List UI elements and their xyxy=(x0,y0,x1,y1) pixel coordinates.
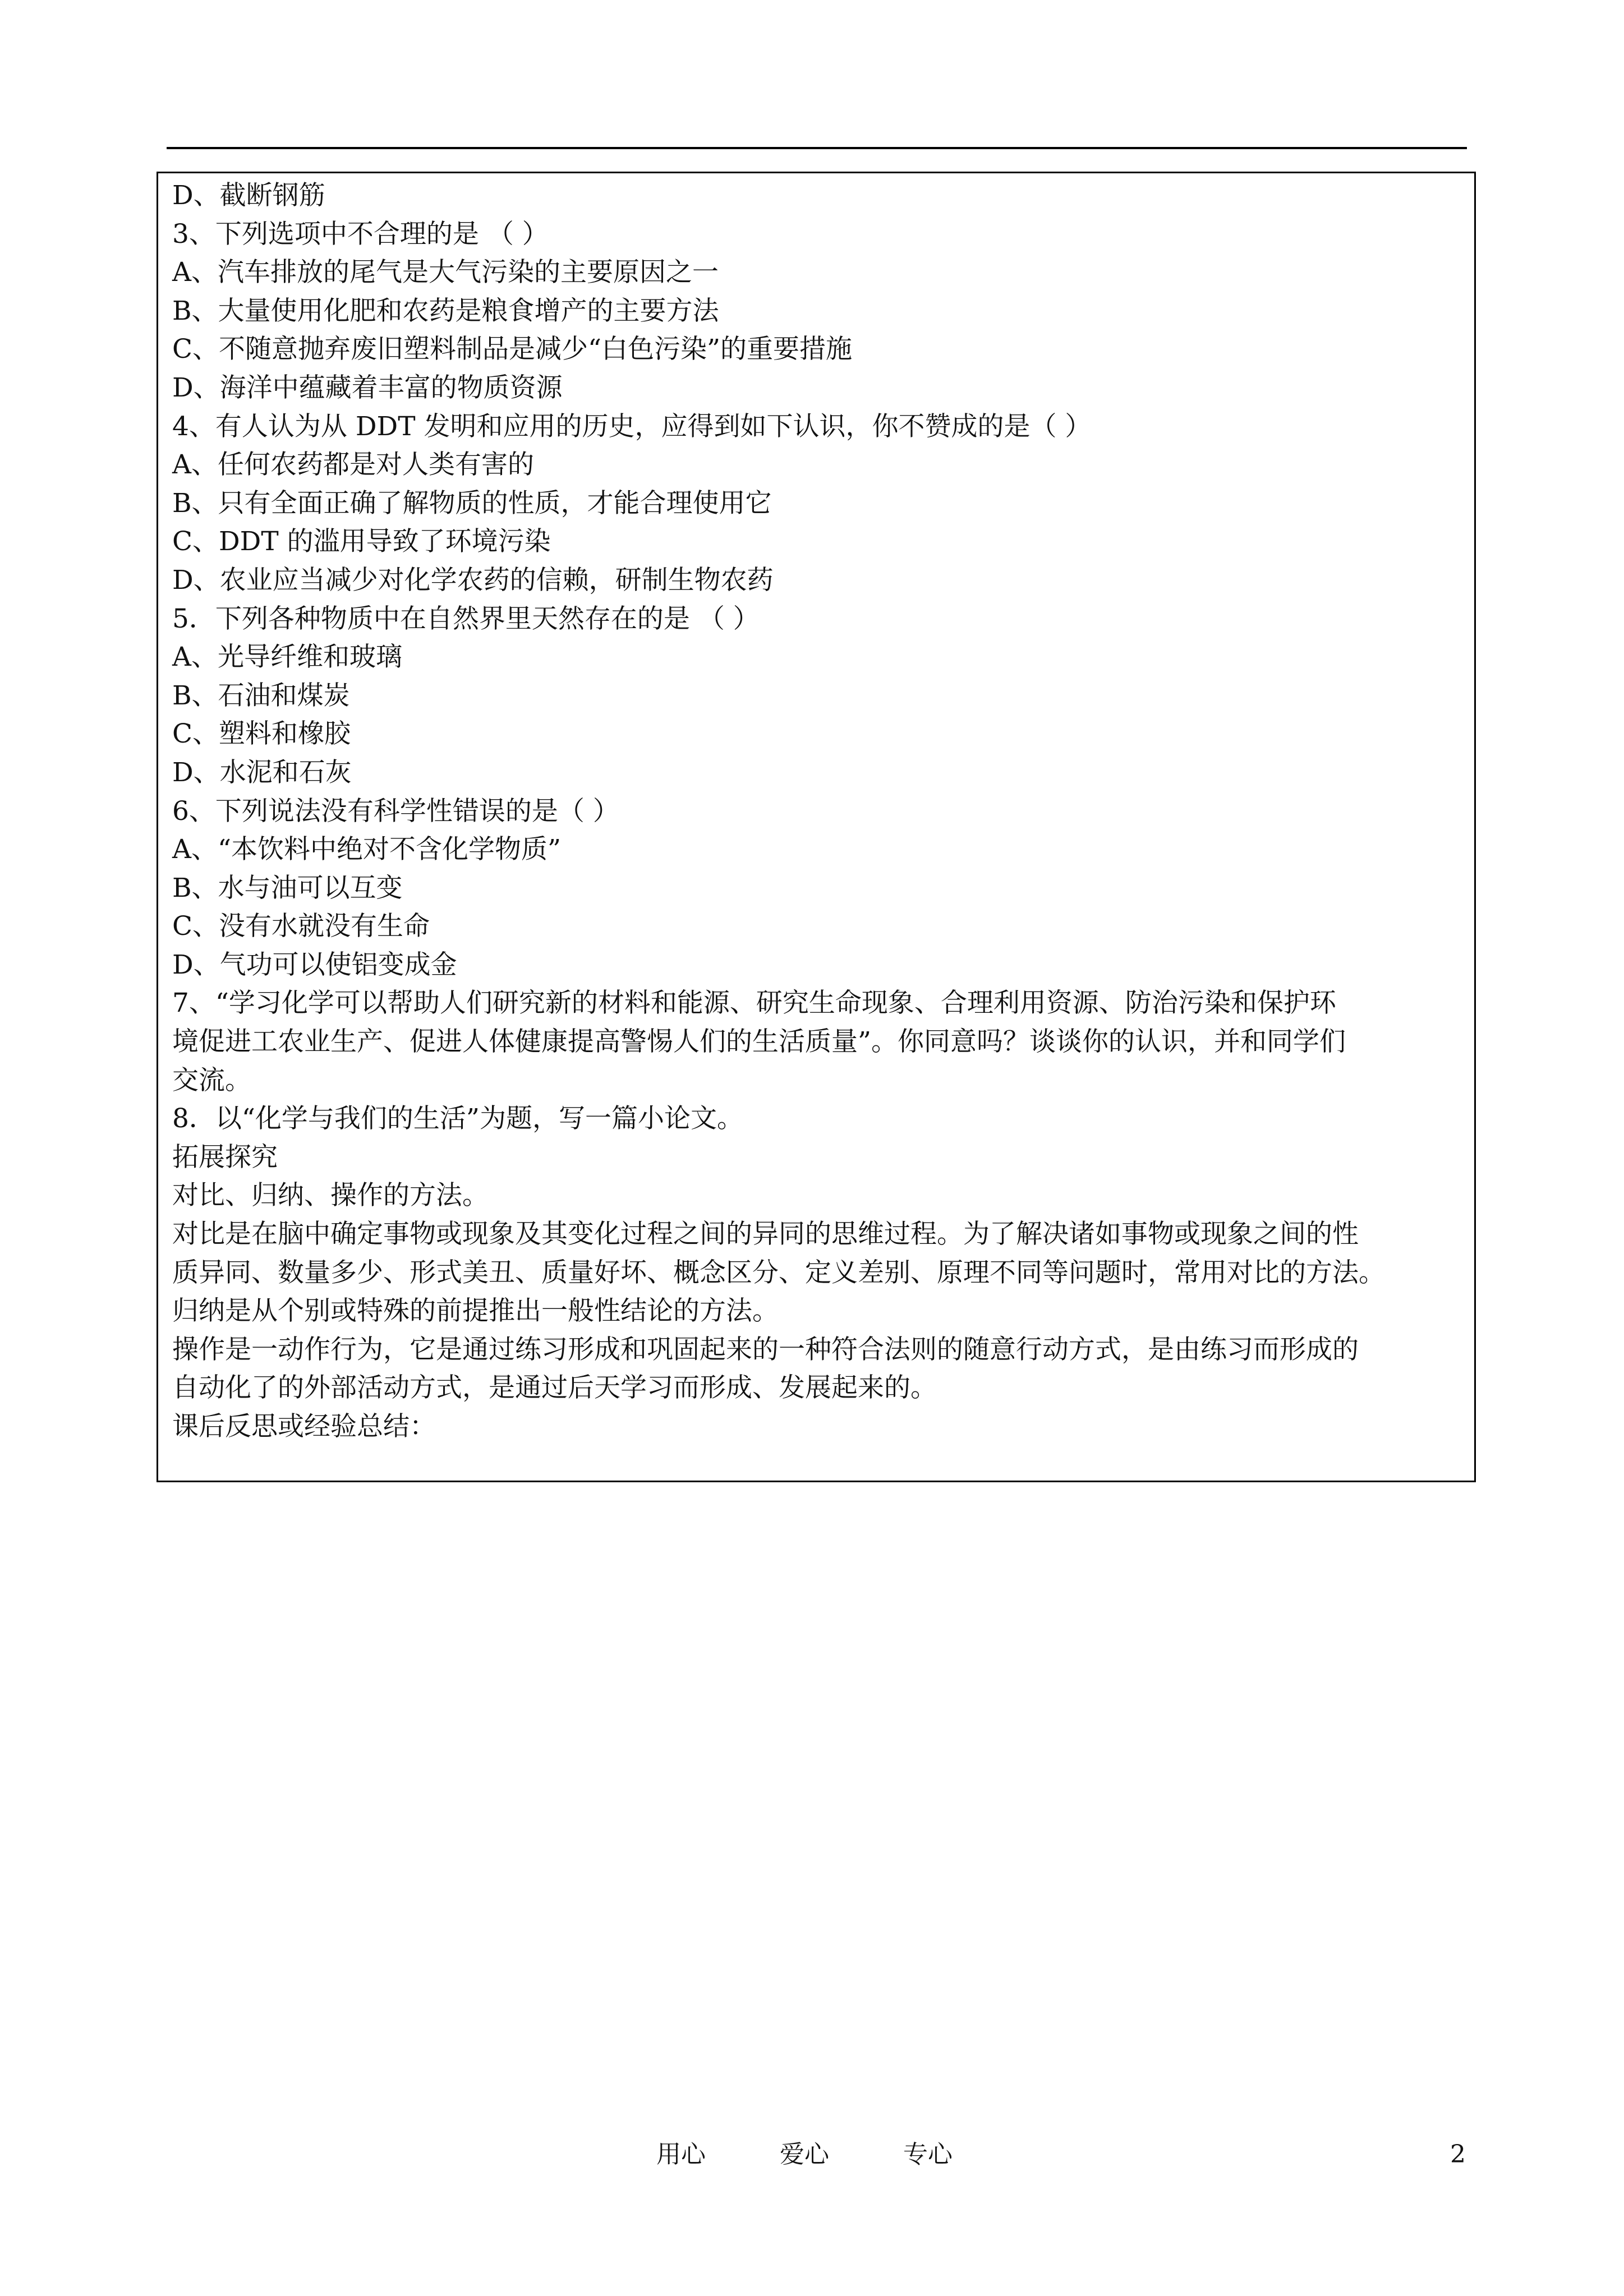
paragraph-line: 质异同、数量多少、形式美丑、质量好坏、概念区分、定义差别、原理不同等问题时，常用对比的方法。 xyxy=(172,1257,1385,1288)
question-3-option-b: B、大量使用化肥和农药是粮食增产的主要方法 xyxy=(172,295,719,326)
header-rule xyxy=(167,147,1467,149)
footer-motto-item: 用心 xyxy=(656,2140,706,2169)
paragraph-line: 操作是一动作行为，它是通过练习形成和巩固起来的一种符合法则的随意行动方式，是由练习而形成的 xyxy=(172,1334,1359,1365)
question-8: 8．以“化学与我们的生活”为题，写一篇小论文。 xyxy=(172,1103,743,1135)
paragraph-line: 对比、归纳、操作的方法。 xyxy=(172,1180,489,1211)
question-6-option-b: B、水与油可以互变 xyxy=(172,872,403,903)
question-7-line: 交流。 xyxy=(172,1064,251,1096)
question-6-option-a: A、“本饮料中绝对不含化学物质” xyxy=(172,834,561,865)
content-box xyxy=(157,172,1476,1482)
paragraph-line: 对比是在脑中确定事物或现象及其变化过程之间的异同的思维过程。为了解决诸如事物或现象之间的性 xyxy=(172,1219,1359,1250)
question-3-option-a: A、汽车排放的尾气是大气污染的主要原因之一 xyxy=(172,257,719,288)
question-4-option-b: B、只有全面正确了解物质的性质，才能合理使用它 xyxy=(172,487,772,519)
question-3-option-c: C、不随意抛弃废旧塑料制品是减少“白色污染”的重要措施 xyxy=(172,334,853,365)
question-6-option-c: C、没有水就没有生命 xyxy=(172,911,430,942)
footer-motto xyxy=(656,2135,953,2174)
question-5-option-c: C、塑料和橡胶 xyxy=(172,718,351,750)
text-line: D、截断钢筋 xyxy=(172,180,325,211)
question-4: 4、有人认为从 DDT 发明和应用的历史，应得到如下认识，你不赞成的是（ ） xyxy=(172,411,1092,442)
question-6-option-d: D、气功可以使铝变成金 xyxy=(172,949,457,980)
question-6: 6、下列说法没有科学性错误的是（ ） xyxy=(172,795,619,827)
footer-motto-item: 爱心 xyxy=(780,2140,829,2169)
question-4-option-d: D、农业应当减少对化学农药的信赖，研制生物农药 xyxy=(172,564,774,596)
section-heading: 拓展探究 xyxy=(172,1141,278,1173)
footer-motto-item: 专心 xyxy=(903,2140,953,2169)
question-5: 5．下列各种物质中在自然界里天然存在的是 （ ） xyxy=(172,603,760,634)
paragraph-line: 自动化了的外部活动方式，是通过后天学习而形成、发展起来的。 xyxy=(172,1372,937,1404)
page-footer xyxy=(0,2135,1624,2174)
question-5-option-a: A、光导纤维和玻璃 xyxy=(172,642,402,673)
question-5-option-d: D、水泥和石灰 xyxy=(172,757,352,788)
question-4-option-a: A、任何农药都是对人类有害的 xyxy=(172,449,534,481)
question-7-line: 境促进工农业生产、促进人体健康提高警惕人们的生活质量”。你同意吗？谈谈你的认识，并和同学们 xyxy=(172,1026,1346,1058)
question-4-option-c: C、DDT 的滥用导致了环境污染 xyxy=(172,526,551,557)
question-3: 3、下列选项中不合理的是 （ ） xyxy=(172,218,549,250)
page-number: 2 xyxy=(1450,2140,1466,2169)
reflection-label: 课后反思或经验总结： xyxy=(172,1411,436,1442)
question-3-option-d: D、海洋中蕴藏着丰富的物质资源 xyxy=(172,372,563,403)
paragraph-line: 归纳是从个别或特殊的前提推出一般性结论的方法。 xyxy=(172,1295,779,1327)
question-7-line: 7、“学习化学可以帮助人们研究新的材料和能源、研究生命现象、合理利用资源、防治污染和保护环 xyxy=(172,988,1336,1019)
question-5-option-b: B、石油和煤炭 xyxy=(172,680,350,711)
